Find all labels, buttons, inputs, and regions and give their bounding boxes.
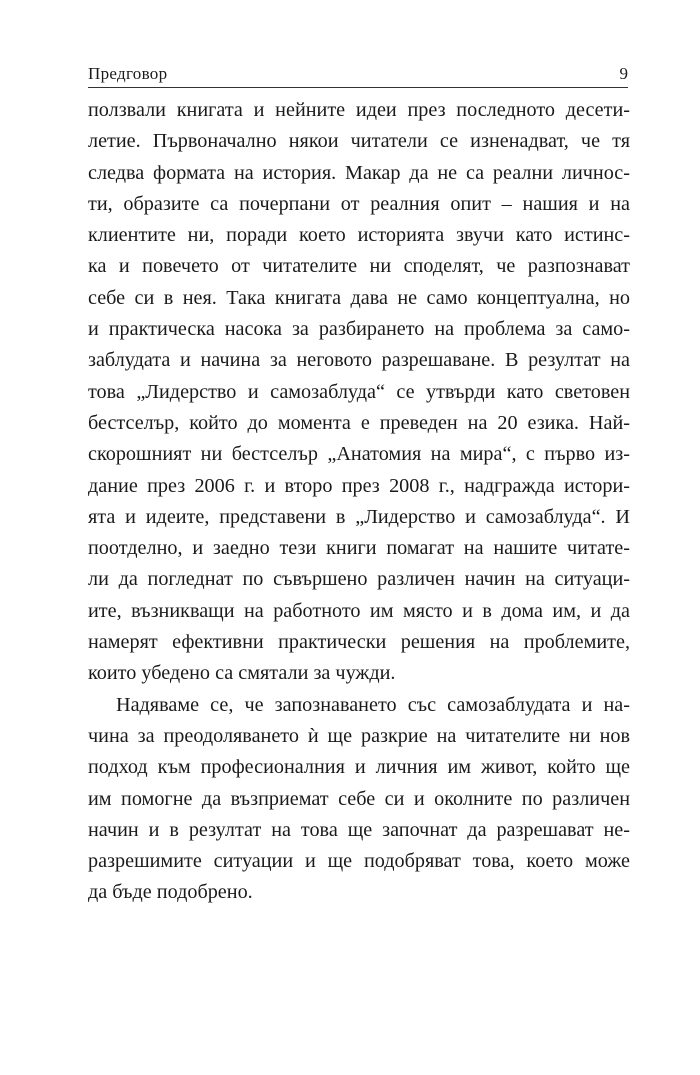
text-line: следва формата на история. Макар да не са реални личнос- [88,161,630,184]
paragraph-2 [88,690,630,909]
text-line: начин и в резултат на това ще започнат да разрешават не- [88,818,630,841]
text-line: това „Лидерство и самозаблуда“ се утвърди като световен [88,380,630,403]
text-line: поотделно, и заедно тези книги помагат на нашите читате- [88,537,630,560]
body-text [88,95,630,909]
text-line: ли да погледнат по съвършено различен начин на ситуаци- [88,568,630,591]
running-head: Предговор [88,64,168,83]
page-number: 9 [619,64,628,83]
text-line: бестселър, който до момента е преведен на 20 езика. Най- [88,411,630,434]
text-line: Надяваме се, че запознаването със самозаблудата и на- [116,693,630,716]
text-line: и практическа насока за разбирането на проблема за само- [88,318,630,341]
header-rule [88,87,628,88]
text-line: ти, образите са почерпани от реалния опит – нашия и на [88,192,630,215]
text-line: ята и идеите, представени в „Лидерство и самозаблуда“. И [88,505,630,528]
text-line: дание през 2006 г. и второ през 2008 г., надгражда истори- [88,474,630,497]
text-line: ползвали книгата и нейните идеи през последното десети- [88,99,630,121]
text-line: заблудата и начина за неговото разрешаване. В резултат на [88,349,630,372]
text-line: подход към професионалния и личния им живот, който ще [88,756,630,779]
text-line: разрешимите ситуации и ще подобряват това, което може [88,850,630,873]
text-line: себе си в нея. Така книгата дава не само концептуална, но [88,286,630,309]
paragraph-1 [88,95,630,690]
text-line: летие. Първоначално някои читатели се изненадват, че тя [88,130,630,153]
text-line: им помогне да възприемат себе си и околните по различен [88,787,630,810]
text-line: ите, възникващи на работното им място и в дома им, и да [88,599,630,622]
text-line: които убедено са смятали за чужди. [88,662,396,685]
page-header [88,60,628,90]
text-line: ка и повечето от читателите ни споделят, че разпознават [88,255,630,278]
text-line: намерят ефективни практически решения на проблемите, [88,631,630,654]
text-line: чина за преодоляването ѝ ще разкрие на читателите ни нов [88,724,630,747]
text-line: скорошният ни бестселър „Анатомия на мира“, с първо из- [88,443,630,466]
text-line: да бъде подобрено. [88,881,253,904]
text-line: клиентите ни, поради което историята звучи като истинс- [88,224,630,247]
